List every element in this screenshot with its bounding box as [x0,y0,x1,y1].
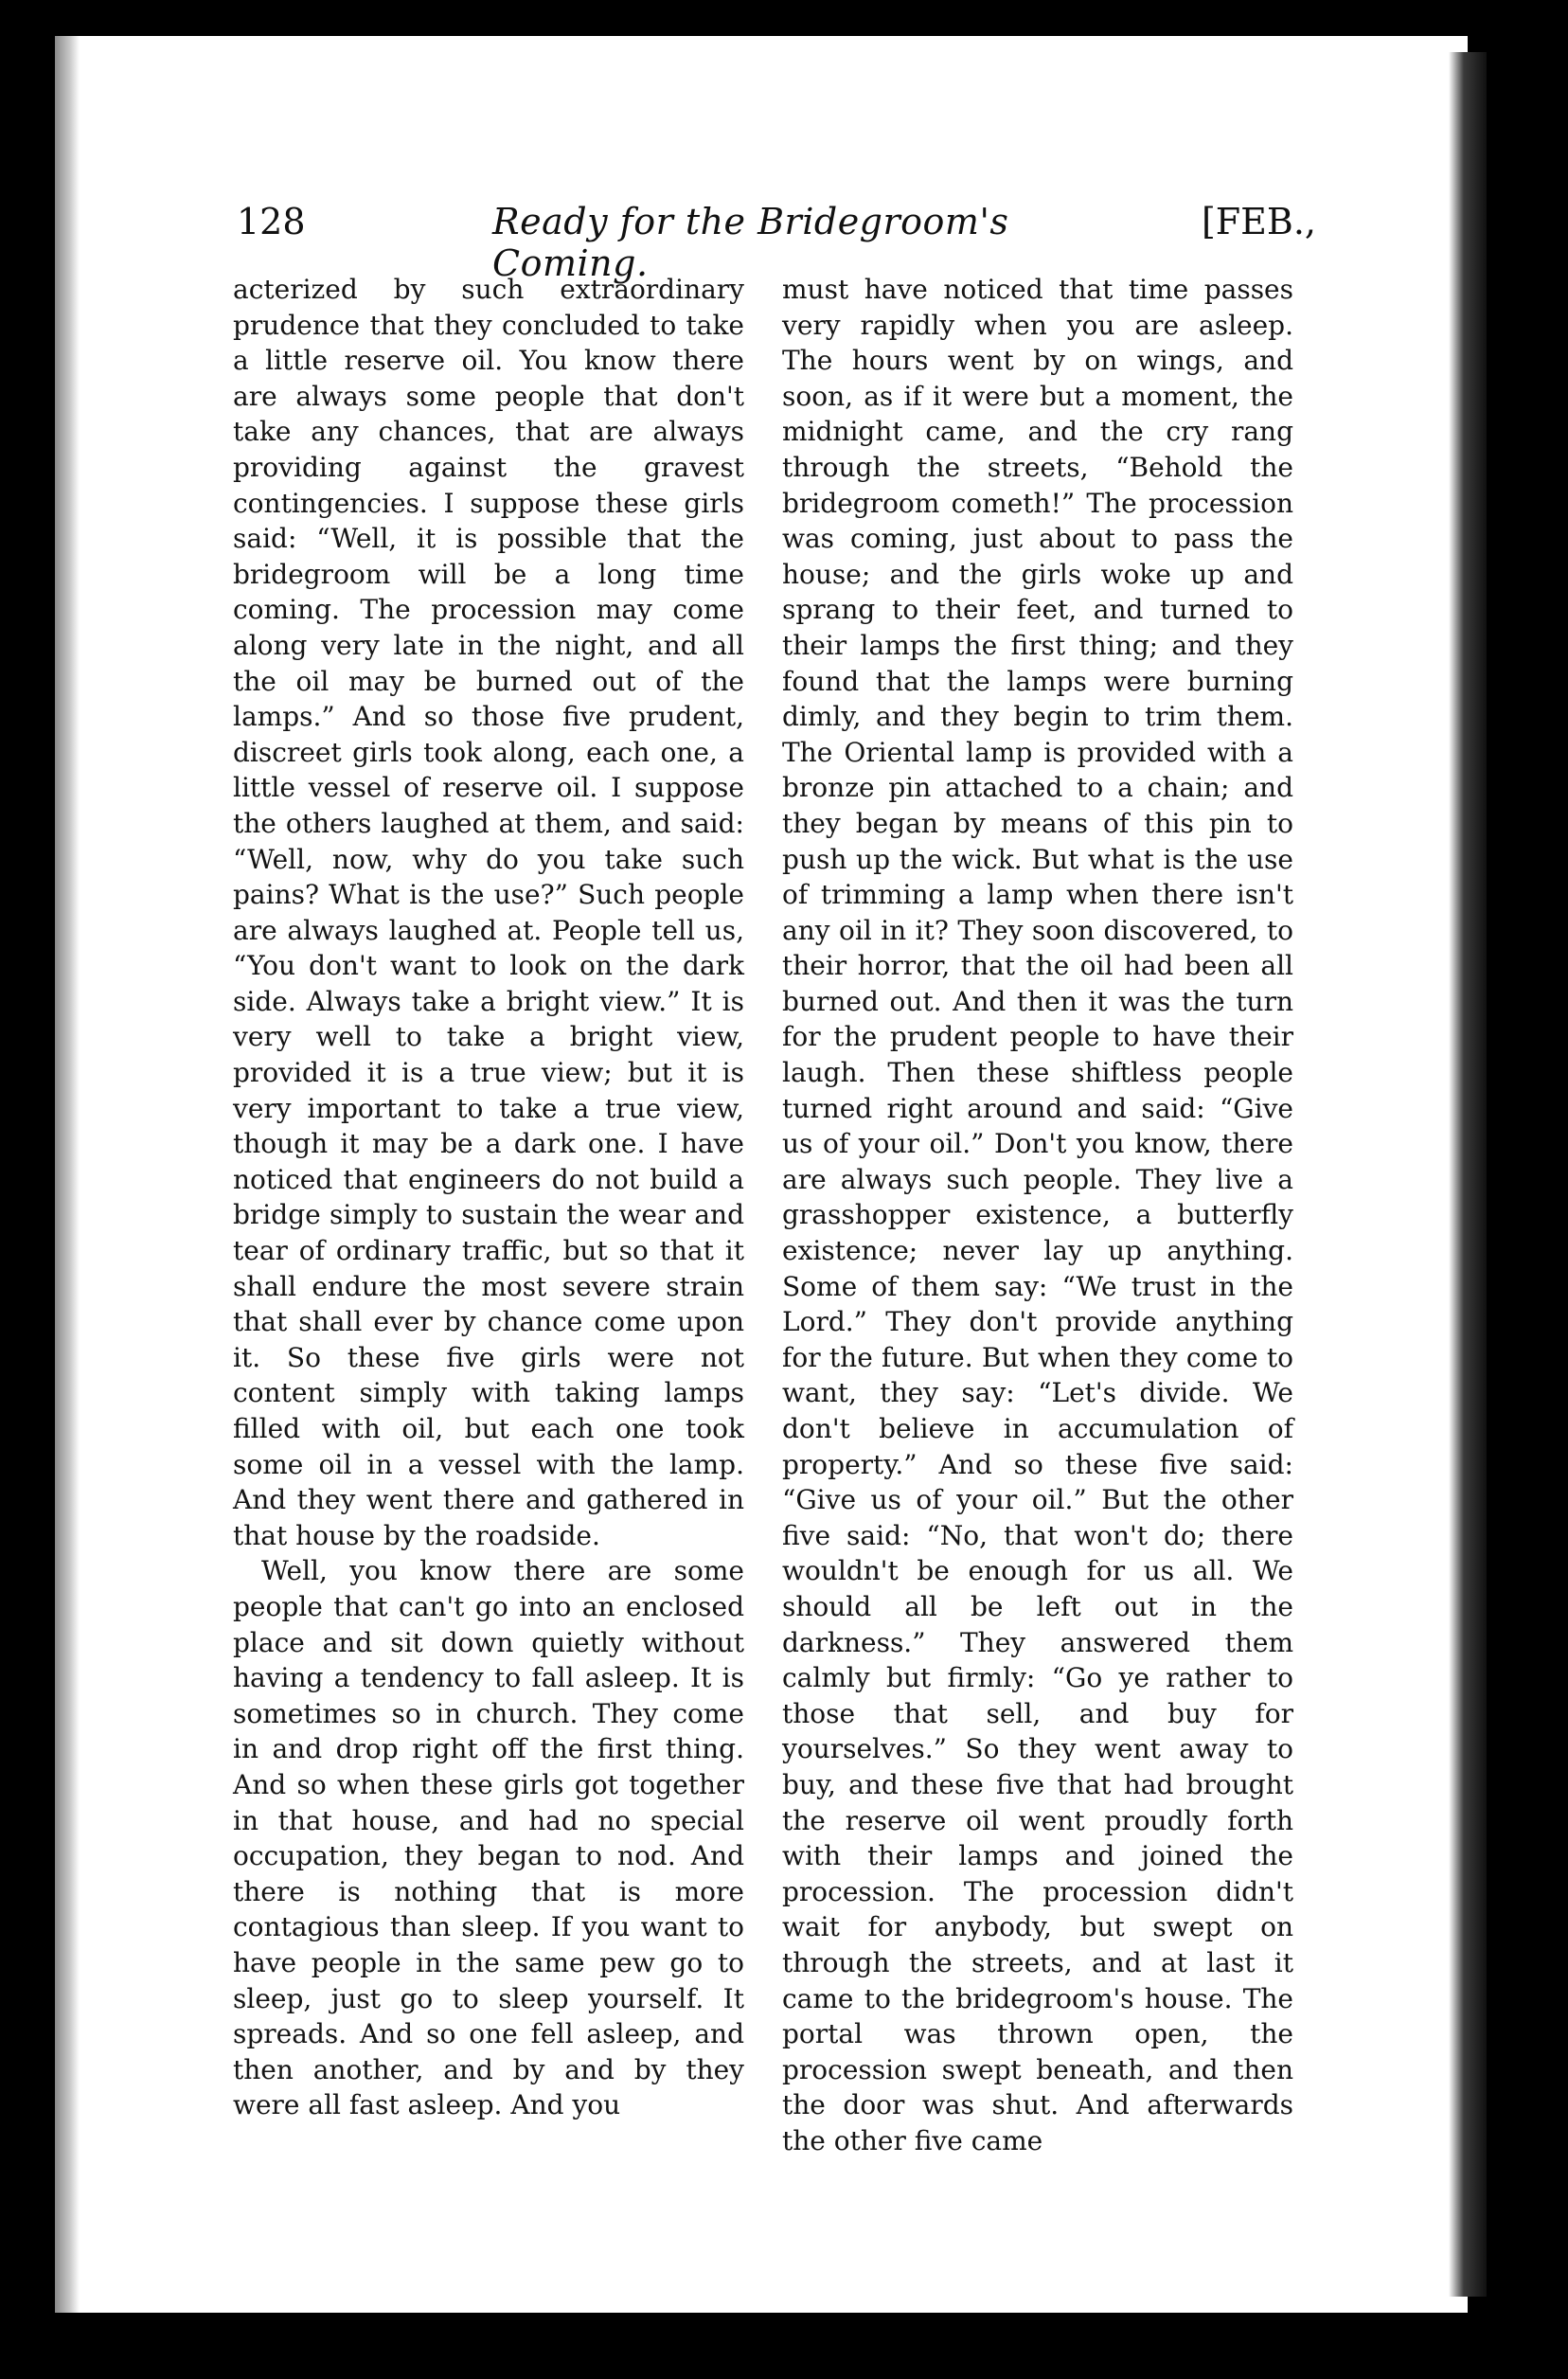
paragraph: Well, you know there are some people that can't go into an enclosed place and sit down quietly without having a tendency to fall asleep. It is sometimes so in church. They come in and drop right off the first thing. And so when these girls got together in that house, and had no special occupation, they began to nod. And there is nothing that is more contagious than sleep. If you want to have people in the same pew go to sleep, just go to sleep yourself. It spreads. And so one fell asleep, and then another, and by and by they were all fast asleep. And you [233,1555,744,2121]
left-column [233,272,744,2123]
page-number: 128 [237,201,306,242]
running-title: Ready for the Bridegroom's Coming. [492,201,1009,284]
paragraph: acterized by such extraordinary prudence that they concluded to take a little reserve oil. You know there are always some people that don't take any chances, that are always providing against the gravest contingencies. I suppose these girls said: “Well, it is possible that the bridegroom will be a long time coming. The procession may come along very late in the night, and all the oil may be burned out of the lamps.” And so those five prudent, discreet girls took along, each one, a little vessel of reserve oil. I suppose the others laughed at them, and said: “Well, now, why do you take such pains? What is the use?” Such people are always laughed at. People tell us, “You don't want to look on the dark side. Always take a bright view.” It is very well to take a bright view, provided it is a true view; but it is very important to take a true view, though it may be a dark one. I have noticed that engineers do not build a bridge simply to sustain the wear and tear of ordinary traffic, but so that it shall endure the most severe strain that shall ever by chance come upon it. So these five girls were not content simply with taking lamps filled with oil, but each one took some oil in a vessel with the lamp. And they went there and gathered in that house by the roadside. [233,274,744,1551]
page-edge-shadow [1449,52,1487,2297]
issue-month: [FEB., [1201,201,1316,242]
running-header [237,201,1316,284]
right-column [782,272,1293,2158]
page-gutter-shadow [55,36,80,2313]
paragraph: must have noticed that time passes very rapidly when you are asleep. The hours went by on wings, and soon, as if it were but a moment, the midnight came, and the cry rang through the streets, “Behold the bridegroom cometh!” The procession was coming, just about to pass the house; and the girls woke up and sprang to their feet, and turned to their lamps the first thing; and they found that the lamps were burning dimly, and they begin to trim them. The Oriental lamp is provided with a bronze pin attached to a chain; and they began by means of this pin to push up the wick. But what is the use of trimming a lamp when there isn't any oil in it? They soon discovered, to their horror, that the oil had been all burned out. And then it was the turn for the prudent people to have their laugh. Then these shiftless people turned right around and said: “Give us of your oil.” Don't you know, there are always such people. They live a grasshopper existence, a butterfly existence; never lay up anything. Some of them say: “We trust in the Lord.” They don't provide anything for the future. But when they come to want, they say: “Let's divide. We don't believe in accumulation of property.” And so these five said: “Give us of your oil.” But the other five said: “No, that won't do; there wouldn't be enough for us all. We should all be left out in the darkness.” They answered them calmly but firmly: “Go ye rather to those that sell, and buy for yourselves.” So they went away to buy, and these five that had brought the reserve oil went proudly forth with their lamps and joined the procession. The procession didn't wait for anybody, but swept on through the streets, and at last it came to the bridegroom's house. The portal was thrown open, the procession swept beneath, and then the door was shut. And afterwards the other five came [782,274,1293,2156]
